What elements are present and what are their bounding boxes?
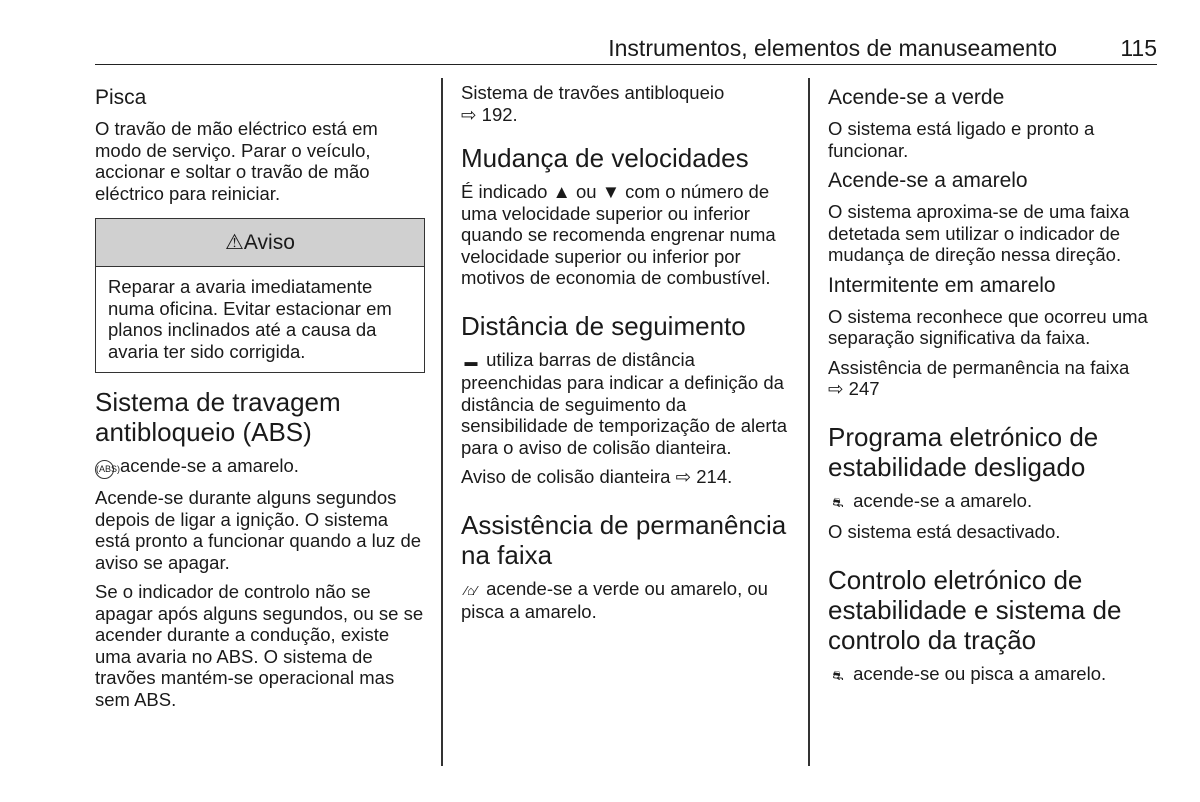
warning-box [95,218,425,373]
abs-lit-text: acende-se a amarelo. [120,455,299,476]
abs-heading: Sistema de travagem antibloqueio (ABS) [95,387,341,447]
pisca-heading: Pisca [95,86,147,109]
flash-heading: Intermitente em amarelo [828,273,1056,297]
distance-ref-page: 214. [696,466,733,487]
column-middle [461,78,796,631]
abs-icon: (ABS) [95,460,114,479]
abs-reference [461,82,796,125]
abs-paragraph-1: Acende-se durante alguns segundos depois de ligar a ignição. O sistema está pronto a funcionar quando a luz de aviso se apagar. [95,487,422,573]
column-divider [808,78,810,766]
amber-heading: Acende-se a amarelo [828,169,1028,192]
distance-text-line [461,349,796,459]
amber-text: O sistema aproxima-se de uma faixa detetada sem utilizar o indicador de mudança de direção nessa direção. [828,201,1130,265]
esc-lit-text: acende-se ou pisca a amarelo. [853,662,1107,684]
distance-heading: Distância de seguimento [461,310,746,341]
distance-reference [461,466,796,488]
esc-heading: Controlo eletrónico de estabilidade e sistema de controlo da tração [828,564,1122,655]
esc-icon: ⛐ [832,667,844,683]
abs-lit-line [95,455,425,479]
green-text: O sistema está ligado e pronto a funcionar. [828,118,1095,161]
column-divider [441,78,443,766]
esp-off-lit-line [828,490,1158,514]
column-right [828,78,1158,694]
pisca-text: O travão de mão eléctrico está em modo de serviço. Parar o veículo, accionar e soltar o travão de mão eléctrico para reiniciar. [95,118,378,204]
following-distance-icon: ▬ [464,353,478,369]
gear-text: É indicado ▲ ou ▼ com o número de uma velocidade superior ou inferior quando se recomenda engrenar numa velocidade superior ou inferior por motivos de economia de combustível. [461,181,776,288]
esp-off-lit-text: acende-se a amarelo. [853,489,1033,511]
lane-keep-icon: ⁄⌂⁄ [464,582,478,598]
esp-off-heading: Programa eletrónico de estabilidade desligado [828,421,1099,482]
abs-paragraph-2: Se o indicador de controlo não se apagar após alguns segundos, ou se se acender durante a condução, existe uma avaria no ABS. O sistema de travões mantém-se operacional mas sem ABS. [95,581,424,710]
esp-off-icon: ⛐ [832,494,844,510]
abs-ref-page: 192. [481,103,518,125]
warning-icon: ⚠ [225,231,244,254]
distance-text: utiliza barras de distância preenchidas para indicar a definição da distância de seguimento da sensibilidade de temporização de alerta para o aviso de colisão dianteira. [461,348,788,458]
warning-text: Reparar a avaria imediatamente numa oficina. Evitar estacionar em planos inclinados até a causa da avaria ter sido corrigida. [108,276,392,362]
lane-ref-page: 247 [848,378,880,399]
warning-header [96,219,424,267]
lane-reference [828,357,1158,400]
abs-ref-text: Sistema de travões antibloqueio [461,82,725,103]
page-header [95,32,1157,65]
lane-assist-text-line [461,578,796,623]
esc-lit-line [828,663,1158,687]
ref-arrow-icon: ⇨ [675,466,692,487]
page-number: 115 [1120,35,1157,61]
green-heading: Acende-se a verde [828,86,1005,109]
flash-text: O sistema reconhece que ocorreu uma separação significativa da faixa. [828,305,1148,348]
lane-ref-text: Assistência de permanência na faixa [828,356,1130,378]
gear-heading: Mudança de velocidades [461,143,749,173]
lane-assist-text: acende-se a verde ou amarelo, ou pisca a amarelo. [461,577,768,622]
warning-title: Aviso [243,231,295,254]
lane-assist-heading: Assistência de permanência na faixa [461,509,787,570]
column-left [95,78,425,718]
header-title: Instrumentos, elementos de manuseamento [608,35,1057,61]
esp-off-text: O sistema está desactivado. [828,521,1061,542]
ref-arrow-icon: ⇨ [461,103,477,125]
ref-arrow-icon: ⇨ [828,378,844,399]
distance-ref-text: Aviso de colisão dianteira [461,466,671,487]
